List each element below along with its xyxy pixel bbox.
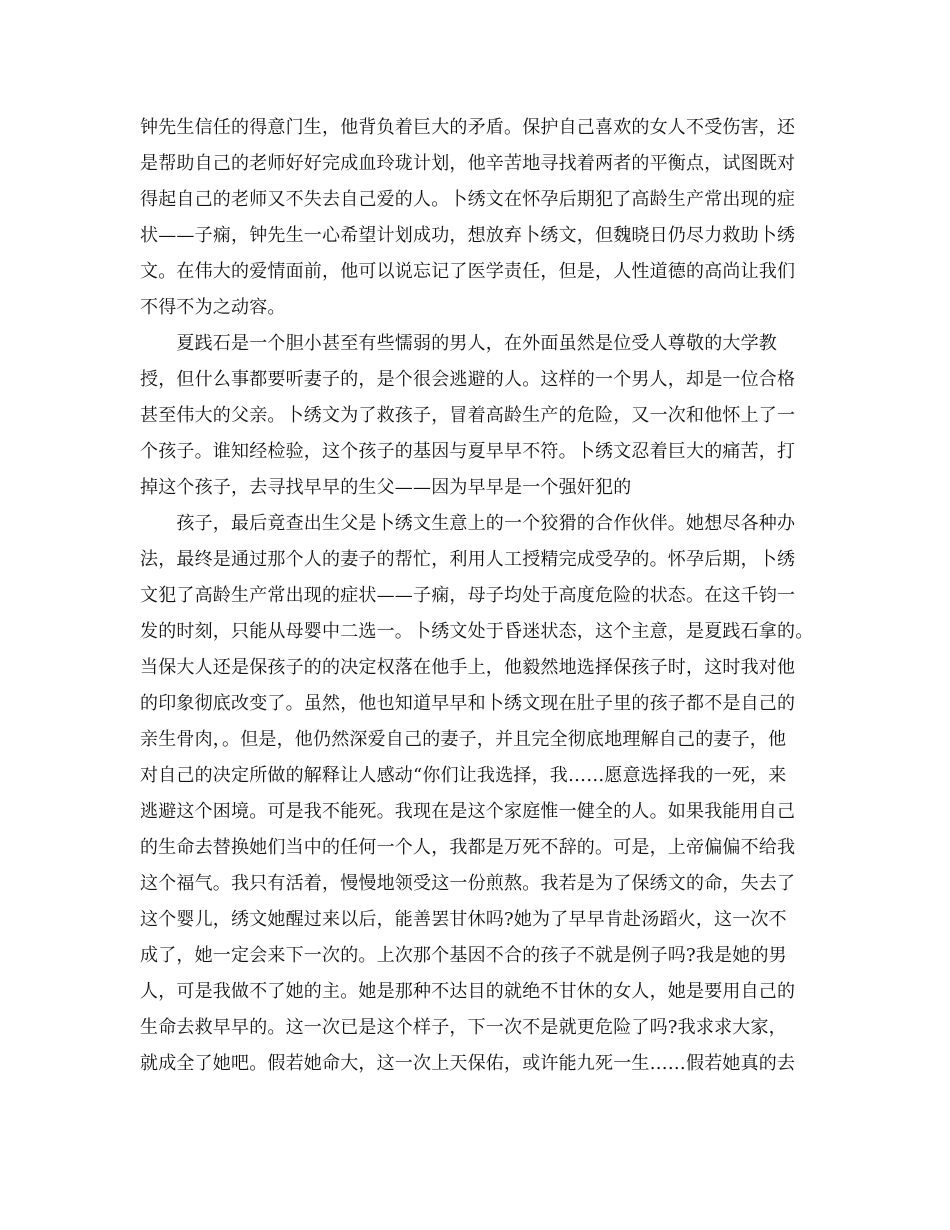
text-line: 就成全了她吧。假若她命大，这一次上天保佑，或许能九死一生……假若她真的去 xyxy=(140,1053,796,1074)
text-line: 这个婴儿，绣文她醒过来以后，能善罢甘休吗?她为了早早肯赴汤蹈火，这一次不 xyxy=(140,909,787,930)
text-line: 状——子痫，钟先生一心希望计划成功，想放弃卜绣文，但魏晓日仍尽力救助卜绣 xyxy=(140,225,796,246)
text-line: 掉这个孩子，去寻找早早的生父——因为早早是一个强奸犯的 xyxy=(140,477,632,498)
text-line: 孩子，最后竟查出生父是卜绣文生意上的一个狡猾的合作伙伴。她想尽各种办 xyxy=(140,513,796,534)
text-line: 的生命去替换她们当中的任何一个人，我都是万死不辞的。可是，上帝偏偏不给我 xyxy=(140,837,796,858)
text-line: 当保大人还是保孩子的的决定权落在他手上，他毅然地选择保孩子时，这时我对他 xyxy=(140,657,796,678)
text-line: 这个福气。我只有活着，慢慢地领受这一份煎熬。我若是为了保绣文的命，失去了 xyxy=(140,873,796,894)
text-line: 对自己的决定所做的解释让人感动“你们让我选择，我……愿意选择我的一死，来 xyxy=(140,765,787,786)
text-line: 个孩子。谁知经检验，这个孩子的基因与夏早早不符。卜绣文忍着巨大的痛苦，打 xyxy=(140,441,796,462)
text-line: 授，但什么事都要听妻子的，是个很会逃避的人。这样的一个男人，却是一位合格 xyxy=(140,369,796,390)
text-line: 逃避这个困境。可是我不能死。我现在是这个家庭惟一健全的人。如果我能用自己 xyxy=(140,801,796,822)
text-line: 生命去救早早的。这一次已是这个样子，下一次不是就更危险了吗?我求求大家， xyxy=(140,1017,787,1038)
text-line: 夏践石是一个胆小甚至有些懦弱的男人，在外面虽然是位受人尊敬的大学教 xyxy=(140,333,777,354)
text-line: 文。在伟大的爱情面前，他可以说忘记了医学责任，但是，人性道德的高尚让我们 xyxy=(140,261,796,282)
text-line: 人，可是我做不了她的主。她是那种不达目的就绝不甘休的女人，她是要用自己的 xyxy=(140,981,796,1002)
text-line: 甚至伟大的父亲。卜绣文为了救孩子，冒着高龄生产的危险，又一次和他怀上了一 xyxy=(140,405,796,426)
text-line: 钟先生信任的得意门生，他背负着巨大的矛盾。保护自己喜欢的女人不受伤害，还 xyxy=(140,117,796,138)
text-line: 不得不为之动容。 xyxy=(140,297,286,318)
text-line: 成了，她一定会来下一次的。上次那个基因不合的孩子不就是例子吗?我是她的男 xyxy=(140,945,787,966)
text-line: 得起自己的老师又不失去自己爱的人。卜绣文在怀孕后期犯了高龄生产常出现的症 xyxy=(140,189,796,210)
text-line: 的印象彻底改变了。虽然，他也知道早早和卜绣文现在肚子里的孩子都不是自己的 xyxy=(140,693,796,714)
text-line: 亲生骨肉，。但是，他仍然深爱自己的妻子，并且完全彻底地理解自己的妻子，他 xyxy=(140,729,787,750)
text-line: 文犯了高龄生产常出现的症状——子痫，母子均处于高度危险的状态。在这千钧一 xyxy=(140,585,796,606)
text-line: 是帮助自己的老师好好完成血玲珑计划，他辛苦地寻找着两者的平衡点，试图既对 xyxy=(140,153,796,174)
text-line: 发的时刻，只能从母婴中二选一。卜绣文处于昏迷状态，这个主意，是夏践石拿的。 xyxy=(140,621,814,642)
text-line: 法，最终是通过那个人的妻子的帮忙，利用人工授精完成受孕的。怀孕后期，卜绣 xyxy=(140,549,796,570)
